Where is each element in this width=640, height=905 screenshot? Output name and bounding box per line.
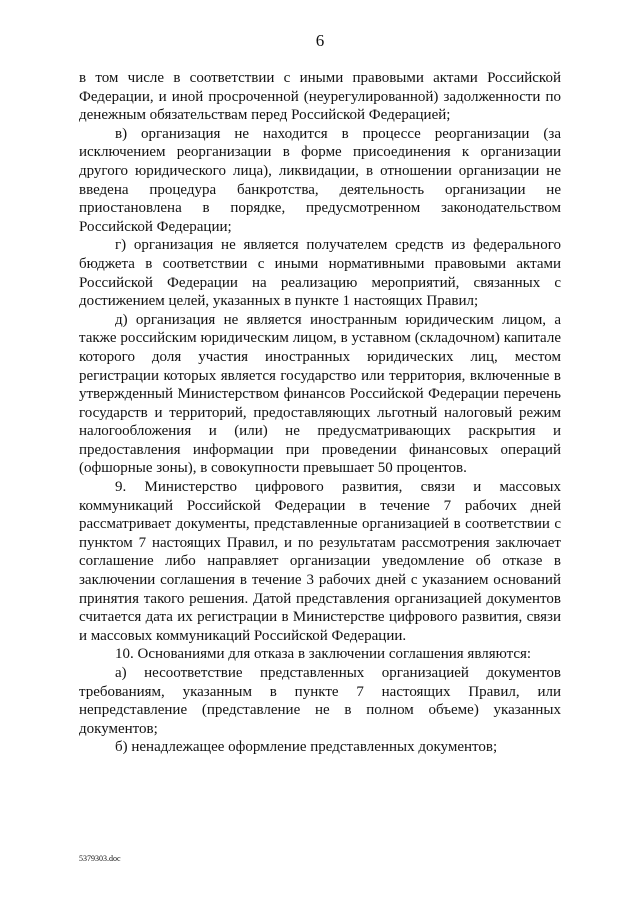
paragraph-item-v: в) организация не находится в процессе реорганизации (за исключением реорганизации в форме присоединения к организации другого юридического лица), ликвидации, в отношении организации не введена процедура банкротства, деятельность организации не приостановлена в порядке, предусмотренном законодательством Российской Федерации; xyxy=(79,125,561,235)
paragraph-continuation: в том числе в соответствии с иными правовыми актами Российской Федерации, и иной просроченной (неурегулированной) задолженности по денежным обязательствам перед Российской Федерацией; xyxy=(79,70,561,124)
paragraph-item-d: д) организация не является иностранным юридическим лицом, а также российским юридическим лицом, в уставном (складочном) капитале которого доля участия иностранных юридических лиц, местом регистрации которых является государство или территория, включенные в утвержденный Министерством финансов Российской Федерации перечень государств и территорий, предоставляющих льготный налоговый режим налогообложения и (или) не предусматривающих раскрытия и предоставления информации при проведении финансовых операций (офшорные зоны), в совокупности превышает 50 процентов. xyxy=(79,311,561,477)
paragraph-item-b: б) ненадлежащее оформление представленных документов; xyxy=(115,739,498,756)
paragraph-clause-10: 10. Основаниями для отказа в заключении соглашения являются: xyxy=(115,646,532,663)
paragraph-clause-9: 9. Министерство цифрового развития, связи и массовых коммуникаций Российской Федерации в течение 7 рабочих дней рассматривает документы, представленные организацией в соответствии с пунктом 7 настоящих Правил, и по результатам рассмотрения заключает соглашение либо направляет организации уведомление об отказе в заключении соглашения в течение 3 рабочих дней с указанием оснований принятия такого решения. Датой представления организацией документов считается дата их регистрации в Министерстве цифрового развития, связи и массовых коммуникаций Российской Федерации. xyxy=(79,479,561,644)
paragraph-item-a: а) несоответствие представленных организацией документов требованиям, указанным в пункте 7 настоящих Правил, или непредставление (представление не в полном объеме) указанных документов; xyxy=(79,665,561,737)
footer-file-code: 5379303.doc xyxy=(79,854,121,863)
paragraph-item-g: г) организация не является получателем средств из федерального бюджета в соответствии с иными нормативными правовыми актами Российской Федерации на реализацию мероприятий, связанных с достижением целей, указанных в пункте 1 настоящих Правил; xyxy=(79,237,561,310)
page-number: 6 xyxy=(315,31,325,50)
document-body xyxy=(79,69,561,757)
